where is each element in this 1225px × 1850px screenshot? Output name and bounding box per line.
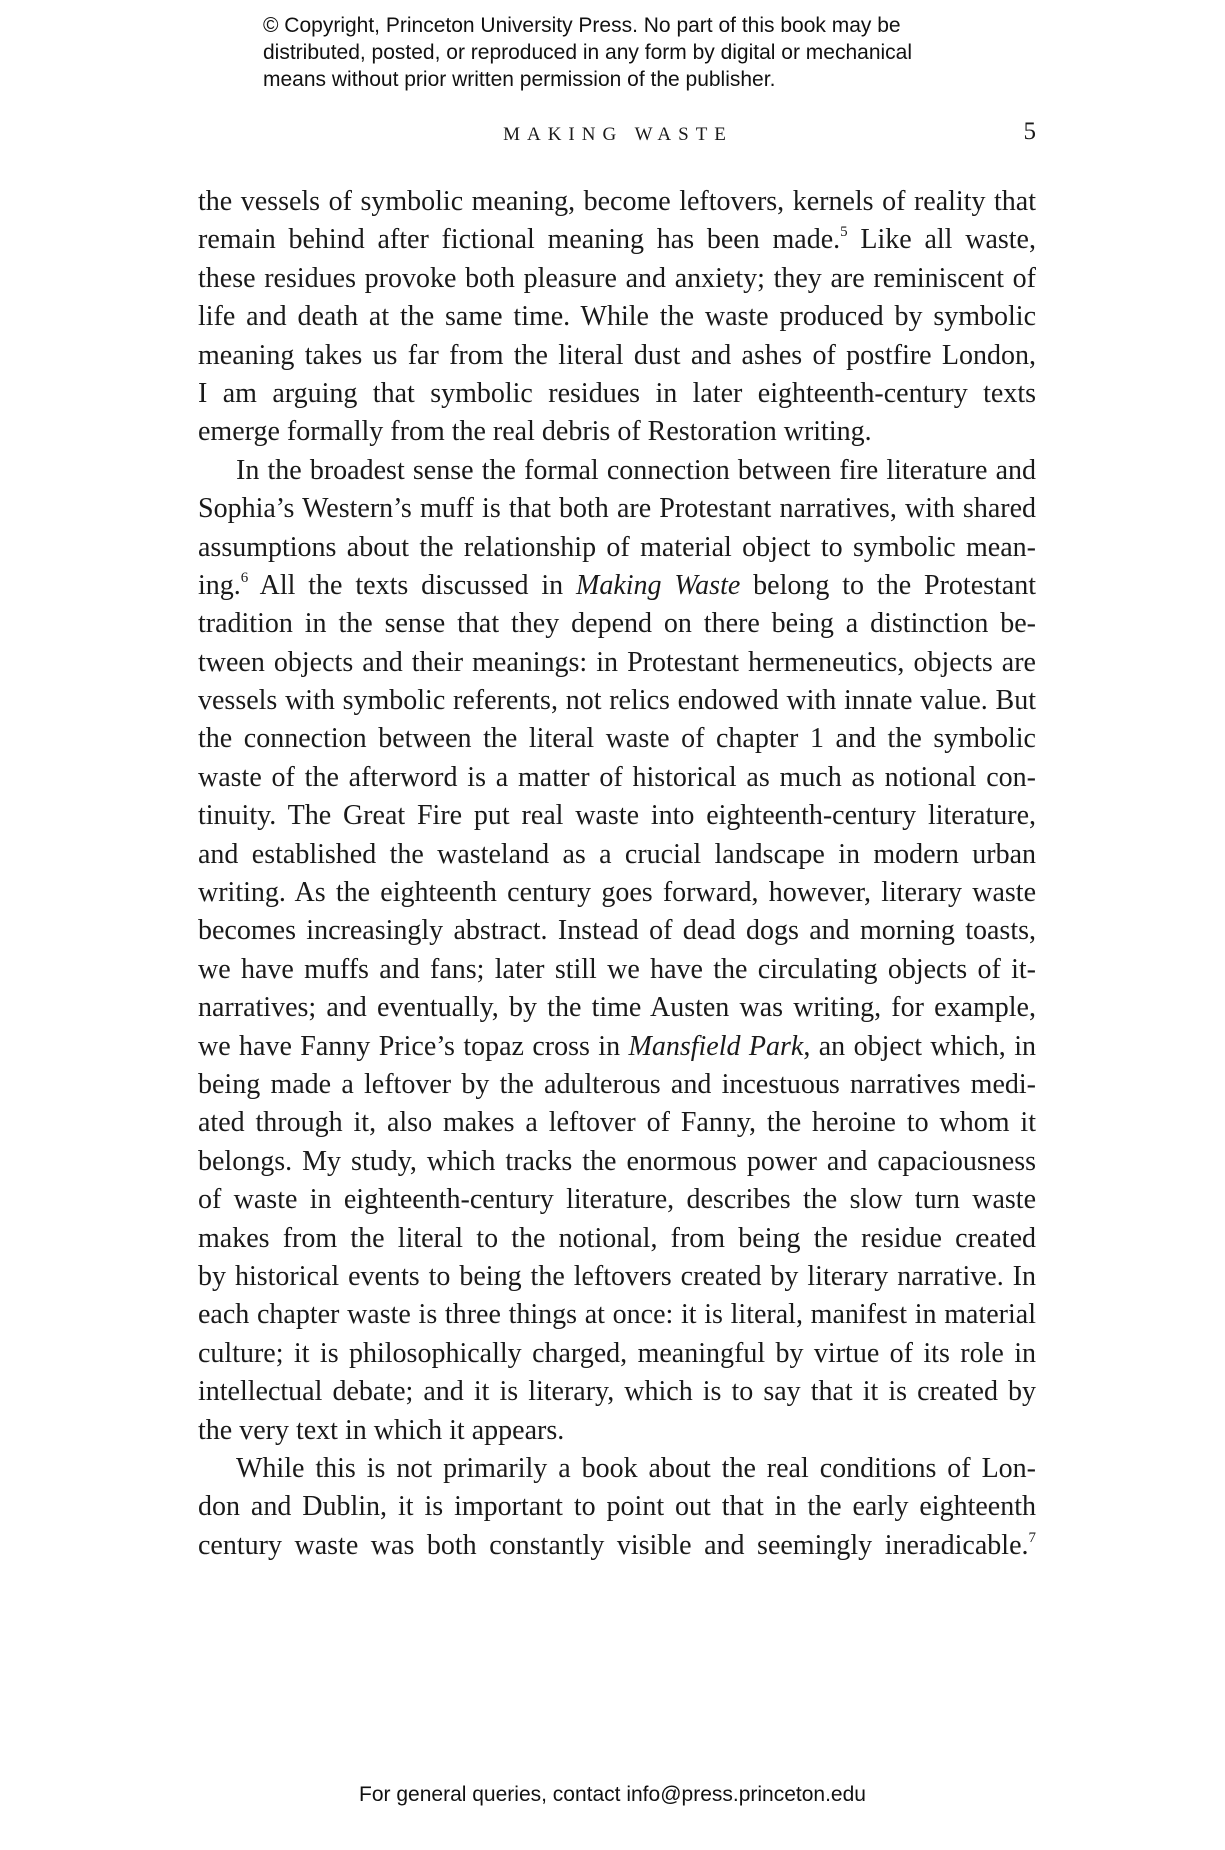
text-span: All the texts discussed in [248,569,577,601]
text-line [198,1527,1036,1565]
footnote-marker[interactable]: 5 [840,224,848,241]
book-title: Mansfield Park [628,1030,804,1062]
running-title: MAKING WASTE [503,124,733,145]
text-line: intellectual debate; and it is literary, which is to say that it is created by [198,1376,1036,1408]
text-line: these residues provoke both pleasure and anxiety; they are reminiscent of [198,262,1036,294]
text-span: belong to the Protestant [740,569,1037,601]
text-line: waste of the afterword is a matter of historical as much as notional con- [198,761,1036,793]
text-line: While this is not primarily a book about the real conditions of Lon- [236,1452,1036,1484]
copyright-line: means without prior written permission of the publisher. [263,68,776,91]
text-line: assumptions about the relationship of material object to symbolic mean- [198,531,1036,563]
text-line [198,1028,1036,1066]
text-line: vessels with symbolic referents, not relics endowed with innate value. But [198,685,1036,717]
text-line: narratives; and eventually, by the time Austen was writing, for example, [198,992,1036,1024]
text-line: we have muffs and fans; later still we have the circulating objects of it- [198,953,1036,985]
page-number: 5 [1023,118,1036,145]
book-title: Making Waste [576,569,741,601]
text-line: the very text in which it appears. [198,1414,565,1446]
footer-contact: For general queries, contact info@press.princeton.edu [359,1783,866,1806]
text-span: ing. [198,569,241,601]
text-span: , an object which, in [803,1030,1036,1062]
text-line: each chapter waste is three things at once: it is literal, manifest in material [198,1299,1036,1331]
text-line: meaning takes us far from the literal dust and ashes of postfire London, [198,339,1036,371]
text-line: and established the wasteland as a crucial landscape in modern urban [198,838,1036,870]
copyright-line: © Copyright, Princeton University Press. No part of this book may be [263,14,901,37]
body-text [198,183,1036,1565]
copyright-notice [263,12,983,93]
text-line: makes from the literal to the notional, from being the residue created [198,1222,1036,1254]
text-line: tween objects and their meanings: in Protestant hermeneutics, objects are [198,646,1036,678]
text-span: we have Fanny Price’s topaz cross in [198,1030,629,1062]
text-line: ated through it, also makes a leftover of Fanny, the heroine to whom it [198,1107,1036,1139]
text-line: Sophia’s Western’s muff is that both are Protestant narratives, with shared [198,493,1036,525]
text-line: writing. As the eighteenth century goes forward, however, literary waste [198,877,1036,909]
text-span: remain behind after fictional meaning has been made. [198,224,841,256]
text-line: culture; it is philosophically charged, meaningful by virtue of its role in [198,1337,1036,1369]
paragraph [198,183,1036,452]
text-span: Like all waste, [847,224,1036,256]
text-line: life and death at the same time. While the waste produced by symbolic [198,301,1036,333]
running-head [200,118,1036,150]
text-line: tinuity. The Great Fire put real waste into eighteenth-century literature, [198,800,1036,832]
text-span: century waste was both constantly visible and seemingly ineradicable. [198,1529,1029,1561]
text-line: the vessels of symbolic meaning, become leftovers, kernels of reality that [198,186,1036,217]
footnote-marker[interactable]: 6 [240,569,249,586]
footnote-marker[interactable]: 7 [1028,1529,1036,1546]
text-line [198,567,1036,605]
paragraph [198,1450,1036,1565]
text-line: the connection between the literal waste of chapter 1 and the symbolic [198,723,1036,755]
text-line: In the broadest sense the formal connection between fire literature and [236,454,1036,486]
text-line: tradition in the sense that they depend on there being a distinction be- [198,608,1036,640]
text-line: belongs. My study, which tracks the enormous power and capaciousness [198,1145,1036,1177]
text-line: don and Dublin, it is important to point out that in the early eighteenth [198,1491,1036,1523]
text-line: being made a leftover by the adulterous and incestuous narratives medi- [198,1068,1036,1100]
text-line: I am arguing that symbolic residues in later eighteenth-century texts [198,377,1036,409]
text-line: of waste in eighteenth-century literature, describes the slow turn waste [198,1184,1036,1216]
text-line: becomes increasingly abstract. Instead of dead dogs and morning toasts, [198,915,1036,947]
text-line [198,221,1036,259]
paragraph [198,452,1036,1450]
text-line: by historical events to being the leftovers created by literary narrative. In [198,1260,1036,1292]
copyright-line: distributed, posted, or reproduced in any form by digital or mechanical [263,41,913,64]
text-line: emerge formally from the real debris of Restoration writing. [198,416,872,448]
